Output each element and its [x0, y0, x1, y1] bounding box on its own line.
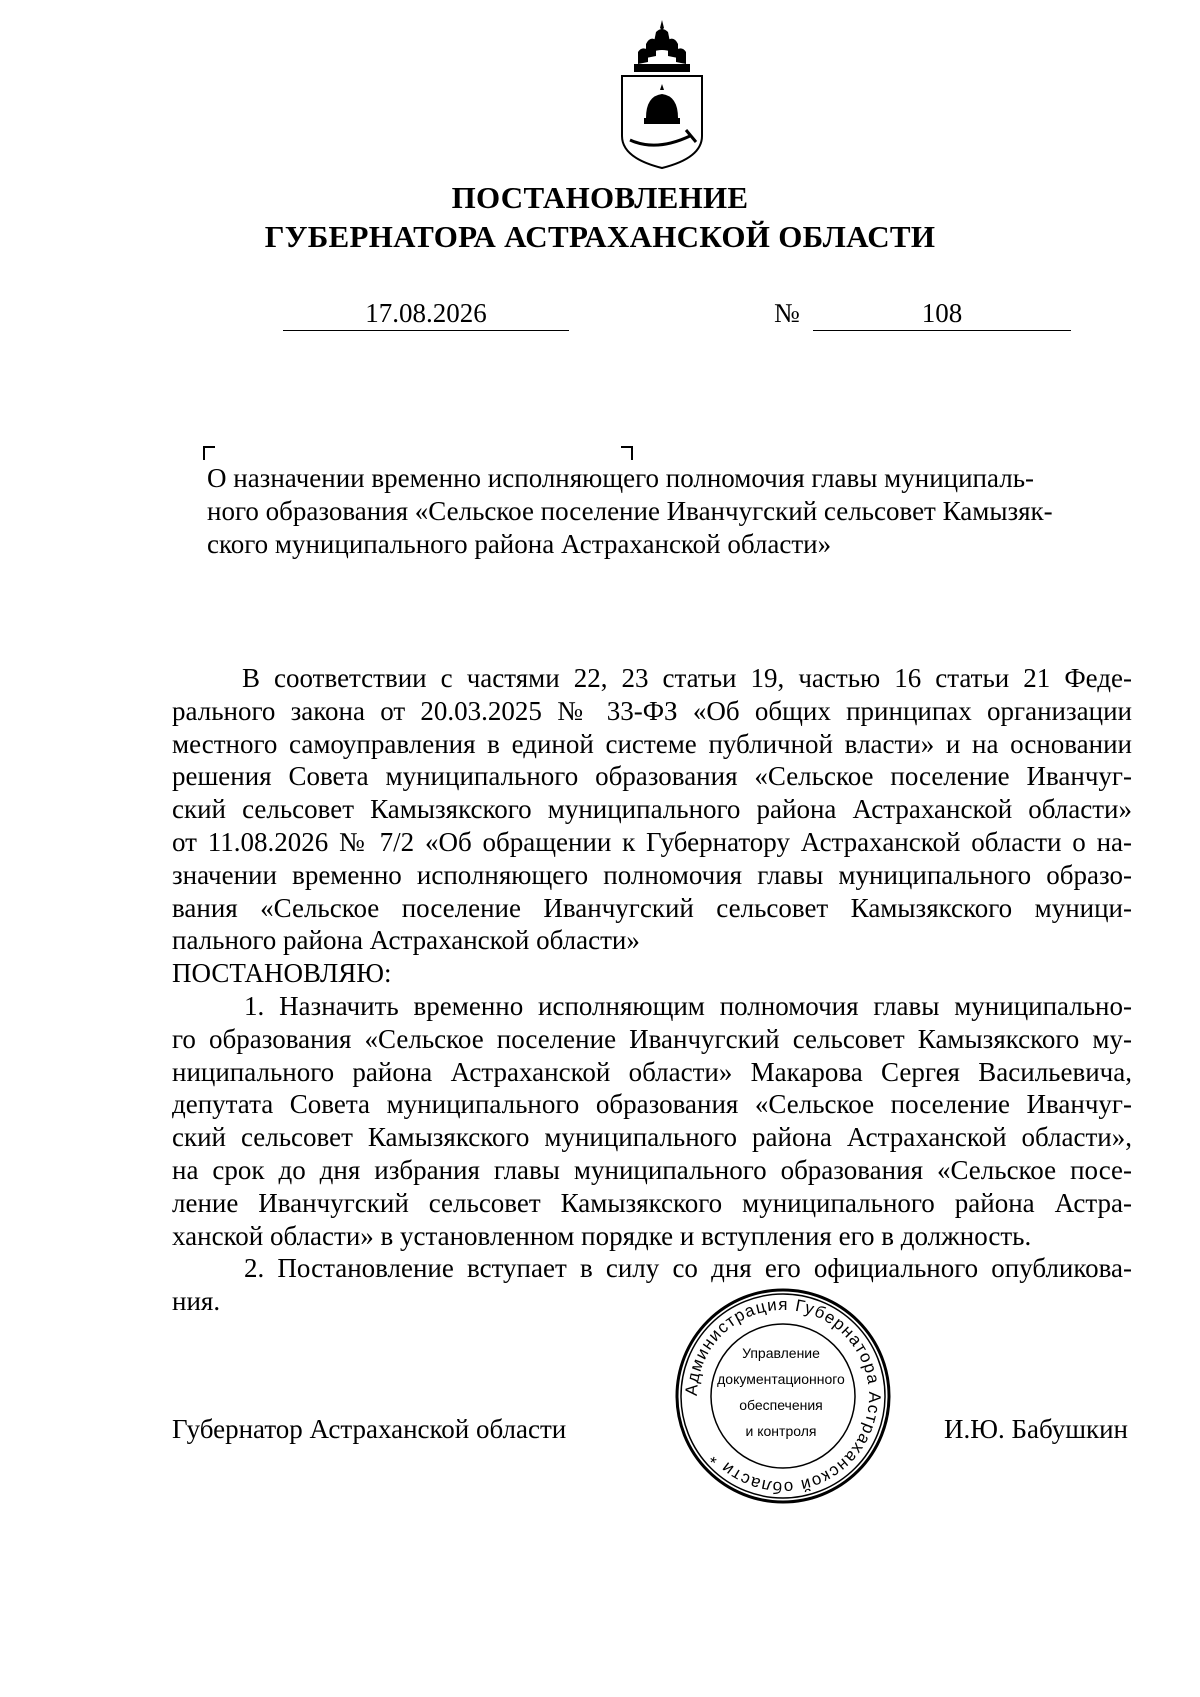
document-date: 17.08.2026	[283, 296, 569, 331]
body-line: ния.	[172, 1286, 221, 1317]
body-line: на срок до дня избрания главы муниципального образования «Сельское посе-	[172, 1154, 1132, 1185]
body-line: ский сельсовет Камызякского муниципального района Астраханской области»,	[172, 1122, 1132, 1153]
subject-corner-left	[203, 446, 215, 460]
number-sign: №	[774, 298, 800, 328]
document-body	[172, 662, 1132, 1318]
body-line: го образования «Сельское поселение Иванчугский сельсовет Камызякского му-	[172, 1023, 1132, 1054]
body-line: ление Иванчугский сельсовет Камызякского муниципального района Астра-	[172, 1187, 1132, 1218]
body-line: В соответствии с частями 22, 23 статьи 19, частью 16 статьи 21 Феде-	[242, 663, 1132, 693]
coat-of-arms-icon	[616, 18, 708, 170]
stamp-inner-text	[706, 1340, 856, 1444]
subject-corner-right	[621, 446, 633, 460]
subject-line: ского муниципального района Астраханской области»	[207, 529, 832, 559]
subject-line: ного образования «Сельское поселение Иванчугский сельсовет Камызяк-	[207, 496, 1053, 526]
document-type-title: ПОСТАНОВЛЕНИЕ	[451, 180, 749, 215]
body-line: местного самоуправления в единой системе публичной власти» и на основании	[172, 728, 1132, 759]
subject-line: О назначении временно исполняющего полномочия главы муниципаль-	[207, 463, 1034, 493]
body-line: рального закона от 20.03.2025 № 33-ФЗ «Об общих принципах организации	[172, 695, 1132, 726]
body-line: ниципального района Астраханской области» Макарова Сергея Васильевича,	[172, 1056, 1132, 1087]
resolve-heading: ПОСТАНОВЛЯЮ:	[172, 958, 392, 989]
body-line: пального района Астраханской области»	[172, 925, 640, 956]
document-number: 108	[813, 296, 1071, 331]
body-line: депутата Совета муниципального образования «Сельское поселение Иванчуг-	[172, 1089, 1132, 1120]
signatory-name: И.Ю. Бабушкин	[944, 1414, 1129, 1444]
body-line: вания «Сельское поселение Иванчугский сельсовет Камызякского муници-	[172, 892, 1132, 923]
stamp-line: обеспечения	[739, 1397, 823, 1413]
issuer-title: ГУБЕРНАТОРА АСТРАХАНСКОЙ ОБЛАСТИ	[264, 219, 936, 254]
body-line: ский сельсовет Камызякского муниципального района Астраханской области»	[172, 794, 1132, 825]
stamp-ring-text: Администрация Губернатора Астраханской области *	[681, 1294, 885, 1498]
body-line: значении временно исполняющего полномочия главы муниципального образо-	[172, 859, 1132, 890]
stamp-line: Управление	[742, 1345, 820, 1361]
signatory-position: Губернатор Астраханской области	[172, 1414, 567, 1444]
document-subject	[207, 462, 1107, 561]
body-line: ханской области» в установленном порядке и вступления его в должность.	[172, 1220, 1032, 1251]
stamp-line: и контроля	[745, 1423, 817, 1439]
body-line: 1. Назначить временно исполняющим полномочия главы муниципально-	[244, 990, 1132, 1021]
body-line: от 11.08.2026 № 7/2 «Об обращении к Губернатору Астраханской области о на-	[172, 826, 1132, 857]
body-line: решения Совета муниципального образования «Сельское поселение Иванчуг-	[172, 761, 1132, 792]
body-line: 2. Постановление вступает в силу со дня его официального опубликова-	[244, 1253, 1132, 1284]
stamp-line: документационного	[717, 1371, 845, 1387]
